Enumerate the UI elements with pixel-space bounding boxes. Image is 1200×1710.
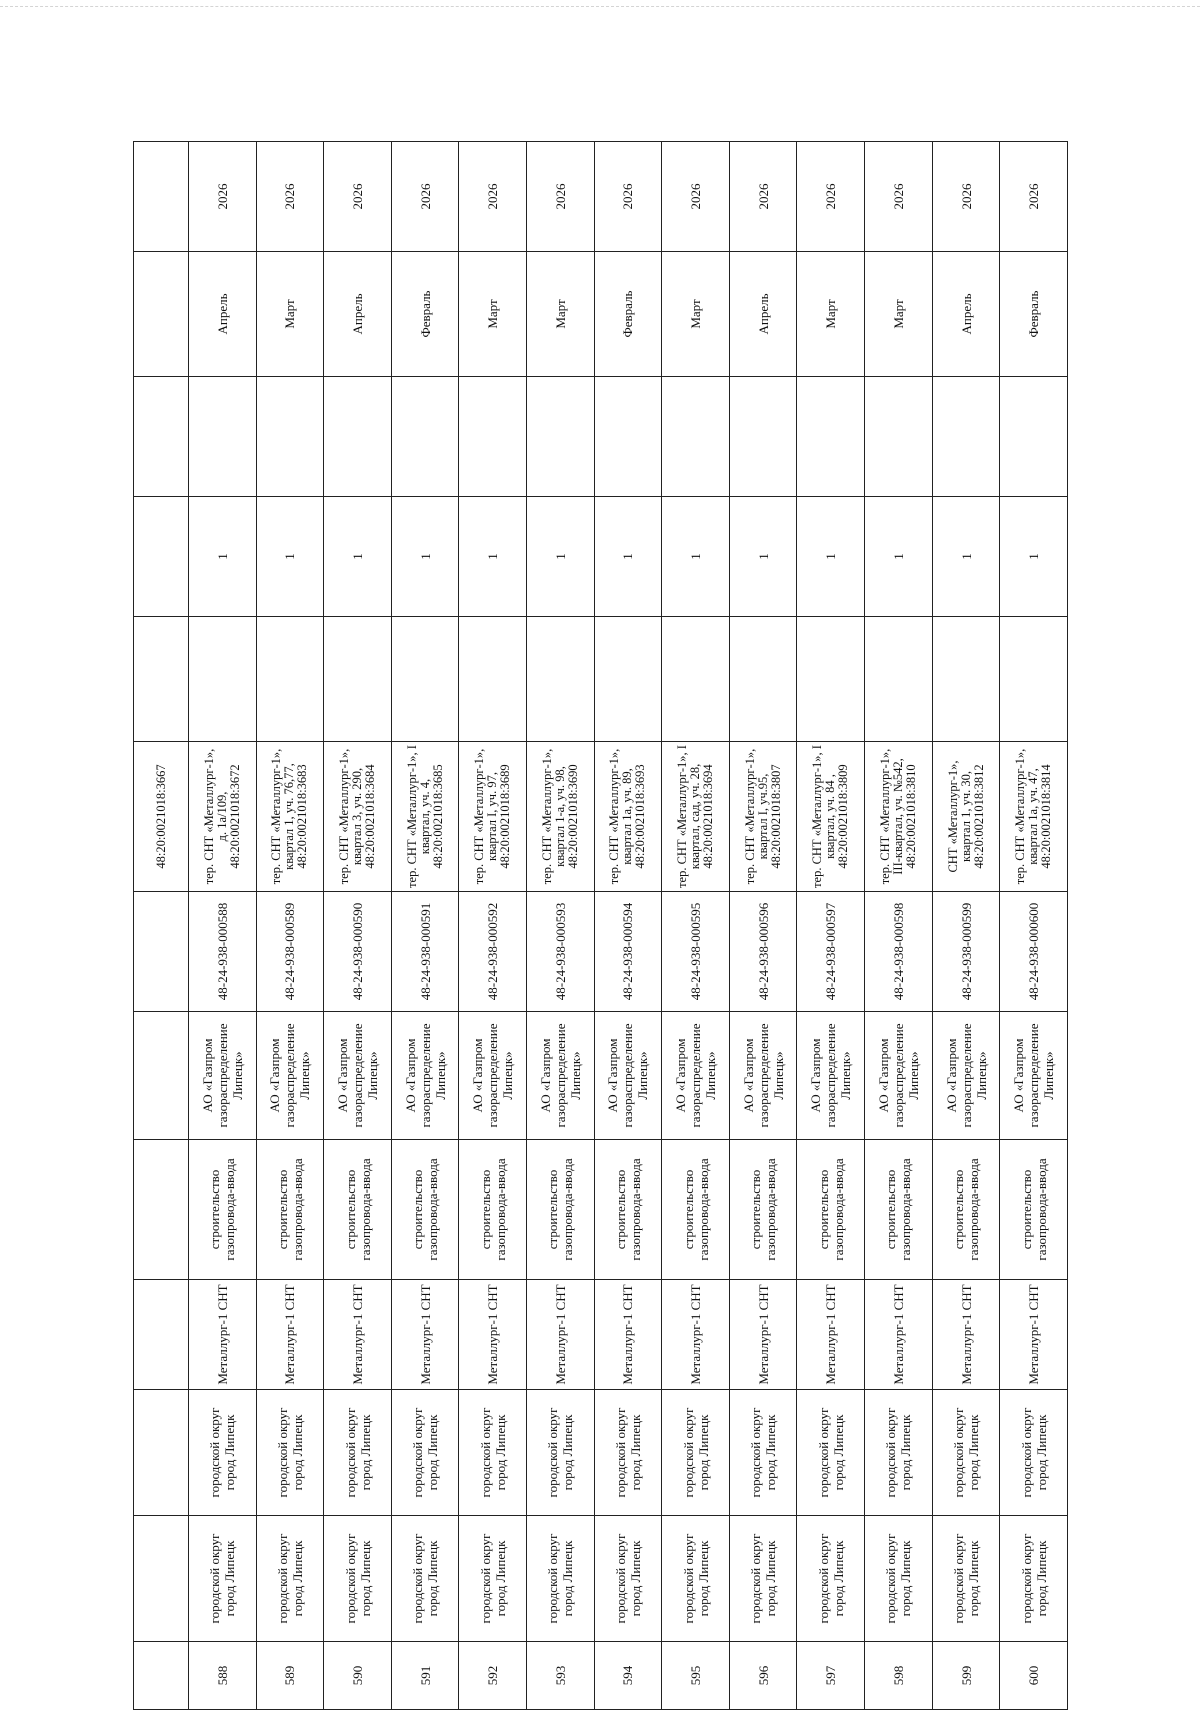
year-cell: 2026 xyxy=(527,142,595,252)
work-type-cell: строительство газопровода-ввода xyxy=(865,1140,933,1280)
settlement-cell: городской округ город Липецк xyxy=(1000,1390,1068,1516)
settlement-cell: городской округ город Липецк xyxy=(729,1390,797,1516)
district-cell: городской округ город Липецк xyxy=(594,1516,662,1642)
organization-cell: АО «Газпром газораспределение Липецк» xyxy=(932,1012,1000,1140)
row-number-cell: 590 xyxy=(324,1642,392,1710)
district-cell: городской округ город Липецк xyxy=(459,1516,527,1642)
work-type-cell: строительство газопровода-ввода xyxy=(797,1140,865,1280)
empty-cell xyxy=(797,617,865,742)
district-cell: городской округ город Липецк xyxy=(729,1516,797,1642)
cell-empty xyxy=(134,617,189,742)
month-cell: Март xyxy=(459,252,527,377)
work-type-cell: строительство газопровода-ввода xyxy=(1000,1140,1068,1280)
row-number-cell: 589 xyxy=(256,1642,324,1710)
quantity-cell: 1 xyxy=(865,497,933,617)
year-cell: 2026 xyxy=(256,142,324,252)
empty-cell xyxy=(1000,617,1068,742)
table-row xyxy=(594,142,662,1710)
month-cell: Февраль xyxy=(1000,252,1068,377)
month-cell: Апрель xyxy=(189,252,257,377)
quantity-cell: 1 xyxy=(459,497,527,617)
address-cadastral-cell: тер. СНТ «Металлург-1», квартал 1а, уч. 47, 48:20:0021018:3814 xyxy=(1000,742,1068,892)
month-cell: Февраль xyxy=(391,252,459,377)
empty-cell xyxy=(932,617,1000,742)
quantity-cell: 1 xyxy=(797,497,865,617)
district-cell: городской округ город Липецк xyxy=(256,1516,324,1642)
row-number-cell: 593 xyxy=(527,1642,595,1710)
cell-empty xyxy=(134,377,189,497)
quantity-cell: 1 xyxy=(189,497,257,617)
empty-cell xyxy=(256,377,324,497)
empty-cell xyxy=(324,377,392,497)
object-code-cell: 48-24-938-000596 xyxy=(729,892,797,1012)
object-code-cell: 48-24-938-000589 xyxy=(256,892,324,1012)
row-number-cell: 600 xyxy=(1000,1642,1068,1710)
row-number-cell: 597 xyxy=(797,1642,865,1710)
row-number-cell: 594 xyxy=(594,1642,662,1710)
rotated-table-wrapper xyxy=(133,142,1068,1710)
work-type-cell: строительство газопровода-ввода xyxy=(391,1140,459,1280)
address-cadastral-cell: тер. СНТ «Металлург-1», III-квартал, уч. №542, 48:20:0021018:3810 xyxy=(865,742,933,892)
quantity-cell: 1 xyxy=(932,497,1000,617)
table-row xyxy=(189,142,257,1710)
year-cell: 2026 xyxy=(459,142,527,252)
cell-empty xyxy=(134,142,189,252)
quantity-cell: 1 xyxy=(729,497,797,617)
organization-cell: АО «Газпром газораспределение Липецк» xyxy=(459,1012,527,1140)
year-cell: 2026 xyxy=(594,142,662,252)
row-number-cell: 592 xyxy=(459,1642,527,1710)
work-type-cell: строительство газопровода-ввода xyxy=(459,1140,527,1280)
empty-cell xyxy=(459,377,527,497)
organization-cell: АО «Газпром газораспределение Липецк» xyxy=(1000,1012,1068,1140)
snt-name-cell: Металлург-1 СНТ xyxy=(189,1280,257,1390)
gas-connection-register-table xyxy=(133,141,1068,1710)
organization-cell: АО «Газпром газораспределение Липецк» xyxy=(189,1012,257,1140)
empty-cell xyxy=(527,377,595,497)
snt-name-cell: Металлург-1 СНТ xyxy=(662,1280,730,1390)
cell-empty xyxy=(134,1280,189,1390)
address-cadastral-cell: тер. СНТ «Металлург-1», д. 1а/109, 48:20:0021018:3672 xyxy=(189,742,257,892)
object-code-cell: 48-24-938-000598 xyxy=(865,892,933,1012)
year-cell: 2026 xyxy=(865,142,933,252)
month-cell: Март xyxy=(527,252,595,377)
row-number-cell: 595 xyxy=(662,1642,730,1710)
table-row xyxy=(256,142,324,1710)
address-cadastral-cell: тер. СНТ «Металлург-1», I квартал, сад, уч. 28, 48:20:0021018:3694 xyxy=(662,742,730,892)
snt-name-cell: Металлург-1 СНТ xyxy=(932,1280,1000,1390)
empty-cell xyxy=(391,617,459,742)
snt-name-cell: Металлург-1 СНТ xyxy=(256,1280,324,1390)
settlement-cell: городской округ город Липецк xyxy=(459,1390,527,1516)
empty-cell xyxy=(797,377,865,497)
quantity-cell: 1 xyxy=(391,497,459,617)
settlement-cell: городской округ город Липецк xyxy=(189,1390,257,1516)
empty-cell xyxy=(662,377,730,497)
table-row xyxy=(459,142,527,1710)
row-number-cell: 588 xyxy=(189,1642,257,1710)
snt-name-cell: Металлург-1 СНТ xyxy=(1000,1280,1068,1390)
organization-cell: АО «Газпром газораспределение Липецк» xyxy=(729,1012,797,1140)
year-cell: 2026 xyxy=(1000,142,1068,252)
year-cell: 2026 xyxy=(797,142,865,252)
table-row xyxy=(527,142,595,1710)
table-row xyxy=(797,142,865,1710)
table-body xyxy=(134,142,1068,1710)
settlement-cell: городской округ город Липецк xyxy=(256,1390,324,1516)
month-cell: Март xyxy=(662,252,730,377)
address-cadastral-cell: тер. СНТ «Металлург-1», квартал I, уч.95, 48:20:0021018:3807 xyxy=(729,742,797,892)
snt-name-cell: Металлург-1 СНТ xyxy=(527,1280,595,1390)
cell-empty xyxy=(134,1390,189,1516)
snt-name-cell: Металлург-1 СНТ xyxy=(391,1280,459,1390)
snt-name-cell: Металлург-1 СНТ xyxy=(797,1280,865,1390)
cell-empty xyxy=(134,1642,189,1710)
address-cadastral-cell: тер. СНТ «Металлург-1», квартал 1-а, уч. 98, 48:20:0021018:3690 xyxy=(527,742,595,892)
row-number-cell: 599 xyxy=(932,1642,1000,1710)
cell-empty xyxy=(134,497,189,617)
settlement-cell: городской округ город Липецк xyxy=(324,1390,392,1516)
settlement-cell: городской округ город Липецк xyxy=(594,1390,662,1516)
row-number-cell: 591 xyxy=(391,1642,459,1710)
organization-cell: АО «Газпром газораспределение Липецк» xyxy=(391,1012,459,1140)
month-cell: Апрель xyxy=(324,252,392,377)
object-code-cell: 48-24-938-000588 xyxy=(189,892,257,1012)
object-code-cell: 48-24-938-000599 xyxy=(932,892,1000,1012)
empty-cell xyxy=(594,377,662,497)
month-cell: Февраль xyxy=(594,252,662,377)
empty-cell xyxy=(527,617,595,742)
year-cell: 2026 xyxy=(932,142,1000,252)
year-cell: 2026 xyxy=(189,142,257,252)
work-type-cell: строительство газопровода-ввода xyxy=(594,1140,662,1280)
cell-cadastral: 48:20:0021018:3667 xyxy=(134,742,189,892)
empty-cell xyxy=(324,617,392,742)
table-row xyxy=(662,142,730,1710)
empty-cell xyxy=(189,617,257,742)
object-code-cell: 48-24-938-000591 xyxy=(391,892,459,1012)
district-cell: городской округ город Липецк xyxy=(662,1516,730,1642)
district-cell: городской округ город Липецк xyxy=(797,1516,865,1642)
snt-name-cell: Металлург-1 СНТ xyxy=(729,1280,797,1390)
month-cell: Апрель xyxy=(729,252,797,377)
district-cell: городской округ город Липецк xyxy=(324,1516,392,1642)
settlement-cell: городской округ город Липецк xyxy=(527,1390,595,1516)
district-cell: городской округ город Липецк xyxy=(1000,1516,1068,1642)
address-cadastral-cell: тер. СНТ «Металлург-1», квартал 3, уч. 290, 48:20:0021018:3684 xyxy=(324,742,392,892)
district-cell: городской округ город Липецк xyxy=(527,1516,595,1642)
year-cell: 2026 xyxy=(391,142,459,252)
table-row-continued xyxy=(134,142,189,1710)
work-type-cell: строительство газопровода-ввода xyxy=(256,1140,324,1280)
object-code-cell: 48-24-938-000595 xyxy=(662,892,730,1012)
district-cell: городской округ город Липецк xyxy=(932,1516,1000,1642)
work-type-cell: строительство газопровода-ввода xyxy=(729,1140,797,1280)
work-type-cell: строительство газопровода-ввода xyxy=(189,1140,257,1280)
district-cell: городской округ город Липецк xyxy=(391,1516,459,1642)
organization-cell: АО «Газпром газораспределение Липецк» xyxy=(256,1012,324,1140)
address-cadastral-cell: тер. СНТ «Металлург-1», квартал 1а, уч. 89, 48:20:0021018:3693 xyxy=(594,742,662,892)
empty-cell xyxy=(932,377,1000,497)
settlement-cell: городской округ город Липецк xyxy=(391,1390,459,1516)
quantity-cell: 1 xyxy=(594,497,662,617)
organization-cell: АО «Газпром газораспределение Липецк» xyxy=(527,1012,595,1140)
settlement-cell: городской округ город Липецк xyxy=(865,1390,933,1516)
organization-cell: АО «Газпром газораспределение Липецк» xyxy=(797,1012,865,1140)
settlement-cell: городской округ город Липецк xyxy=(932,1390,1000,1516)
table-row xyxy=(324,142,392,1710)
empty-cell xyxy=(662,617,730,742)
organization-cell: АО «Газпром газораспределение Липецк» xyxy=(662,1012,730,1140)
cell-empty xyxy=(134,892,189,1012)
settlement-cell: городской округ город Липецк xyxy=(797,1390,865,1516)
address-cadastral-cell: тер. СНТ «Металлург-1», I квартал, уч. 4, 48:20:0021018:3685 xyxy=(391,742,459,892)
table-row xyxy=(865,142,933,1710)
cell-empty xyxy=(134,1140,189,1280)
month-cell: Апрель xyxy=(932,252,1000,377)
empty-cell xyxy=(729,377,797,497)
district-cell: городской округ город Липецк xyxy=(189,1516,257,1642)
month-cell: Март xyxy=(256,252,324,377)
cell-empty xyxy=(134,1012,189,1140)
object-code-cell: 48-24-938-000594 xyxy=(594,892,662,1012)
quantity-cell: 1 xyxy=(662,497,730,617)
district-cell: городской округ город Липецк xyxy=(865,1516,933,1642)
snt-name-cell: Металлург-1 СНТ xyxy=(324,1280,392,1390)
object-code-cell: 48-24-938-000592 xyxy=(459,892,527,1012)
snt-name-cell: Металлург-1 СНТ xyxy=(865,1280,933,1390)
year-cell: 2026 xyxy=(662,142,730,252)
organization-cell: АО «Газпром газораспределение Липецк» xyxy=(865,1012,933,1140)
address-cadastral-cell: тер. СНТ «Металлург-1», квартал 1, уч. 76,77, 48:20:0021018:3683 xyxy=(256,742,324,892)
snt-name-cell: Металлург-1 СНТ xyxy=(459,1280,527,1390)
month-cell: Март xyxy=(797,252,865,377)
table-row xyxy=(729,142,797,1710)
empty-cell xyxy=(865,617,933,742)
snt-name-cell: Металлург-1 СНТ xyxy=(594,1280,662,1390)
address-cadastral-cell: СНТ «Металлург-1», квартал 1, уч. 30, 48:20:0021018:3812 xyxy=(932,742,1000,892)
empty-cell xyxy=(594,617,662,742)
work-type-cell: строительство газопровода-ввода xyxy=(324,1140,392,1280)
settlement-cell: городской округ город Липецк xyxy=(662,1390,730,1516)
empty-cell xyxy=(865,377,933,497)
table-row xyxy=(1000,142,1068,1710)
empty-cell xyxy=(391,377,459,497)
empty-cell xyxy=(729,617,797,742)
empty-cell xyxy=(1000,377,1068,497)
quantity-cell: 1 xyxy=(527,497,595,617)
scan-artifact-line xyxy=(0,6,1200,10)
quantity-cell: 1 xyxy=(324,497,392,617)
empty-cell xyxy=(459,617,527,742)
work-type-cell: строительство газопровода-ввода xyxy=(932,1140,1000,1280)
organization-cell: АО «Газпром газораспределение Липецк» xyxy=(594,1012,662,1140)
month-cell: Март xyxy=(865,252,933,377)
row-number-cell: 598 xyxy=(865,1642,933,1710)
row-number-cell: 596 xyxy=(729,1642,797,1710)
year-cell: 2026 xyxy=(324,142,392,252)
object-code-cell: 48-24-938-000597 xyxy=(797,892,865,1012)
quantity-cell: 1 xyxy=(1000,497,1068,617)
cell-empty xyxy=(134,1516,189,1642)
empty-cell xyxy=(189,377,257,497)
work-type-cell: строительство газопровода-ввода xyxy=(662,1140,730,1280)
object-code-cell: 48-24-938-000593 xyxy=(527,892,595,1012)
organization-cell: АО «Газпром газораспределение Липецк» xyxy=(324,1012,392,1140)
cell-empty xyxy=(134,252,189,377)
year-cell: 2026 xyxy=(729,142,797,252)
object-code-cell: 48-24-938-000590 xyxy=(324,892,392,1012)
address-cadastral-cell: тер. СНТ «Металлург-1», квартал I, уч. 97, 48:20:0021018:3689 xyxy=(459,742,527,892)
table-row xyxy=(932,142,1000,1710)
address-cadastral-cell: тер. СНТ «Металлург-1», I квартал, уч. 84 , 48:20:0021018:3809 xyxy=(797,742,865,892)
quantity-cell: 1 xyxy=(256,497,324,617)
table-row xyxy=(391,142,459,1710)
object-code-cell: 48-24-938-000600 xyxy=(1000,892,1068,1012)
empty-cell xyxy=(256,617,324,742)
work-type-cell: строительство газопровода-ввода xyxy=(527,1140,595,1280)
